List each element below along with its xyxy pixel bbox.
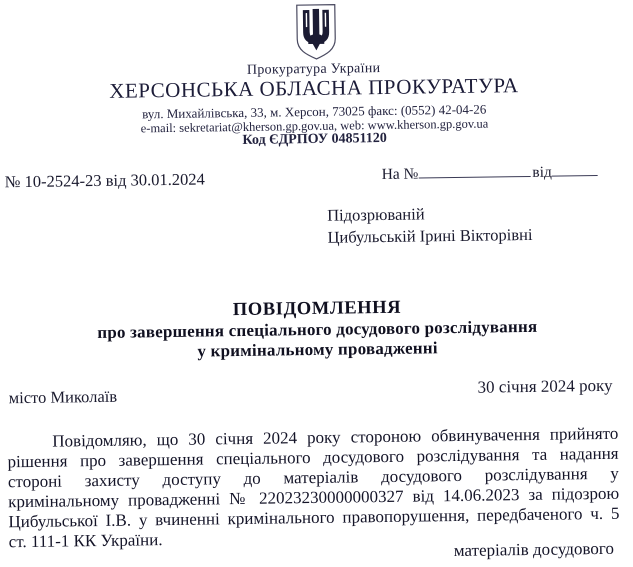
org-contacts: e-mail: sekretariat@kherson.gp.gov.ua, web: www.kherson.gp.gov.ua [140,116,489,136]
clipped-next-line-fragment: матеріалів досудового [453,538,615,561]
org-address: вул. Михайлівська, 33, м. Херсон, 73025 факс: (0552) 42-04-26 [142,101,487,122]
document-subtitle-line2: у кримінальному провадженні [197,338,438,361]
body-line: кримінальному провадженні № 22023230000000327 від 14.06.2023 за підозрою [8,483,620,511]
date-of-issue: 30 січня 2024 року [477,375,613,397]
body-line: стороні захисту доступу до матеріалів досудового розслідування у [7,463,619,492]
document-subtitle-line1: про завершення спеціального досудового розслідування [97,316,538,343]
incoming-date-label: від [532,163,552,181]
document-title: ПОВІДОМЛЕННЯ [232,297,402,321]
org-name: ХЕРСОНСЬКА ОБЛАСНА ПРОКУРАТУРА [109,73,519,103]
body-line: Повідомляю, що 30 січня 2024 року стороною обвинувачення прийнято [52,423,619,451]
incoming-date-blank-line [552,161,598,177]
incoming-reference-blank [381,161,598,184]
ukraine-trident-emblem-icon [293,3,339,62]
incoming-number-blank-line [418,162,530,179]
outgoing-reference-number: № 10-2524-23 від 30.01.2024 [4,169,205,192]
body-line: Цибульської І.В. у вчиненні кримінального правопорушення, передбаченого ч. 5 [8,503,620,531]
body-line: рішення про завершення спеціального досудового розслідування та надання [7,443,619,472]
org-edrpou-code: Код ЄДРПОУ 04851120 [242,130,387,148]
incoming-ref-label: На № [381,165,419,184]
body-paragraph [7,424,620,552]
org-country-line: Прокуратура України [246,61,381,78]
addressee-status: Підозрюваній [327,204,425,225]
addressee-block [327,202,533,248]
body-line: ст. 111-1 КК України. [8,529,163,551]
addressee-name: Цибульській Ірині Вікторівні [327,224,533,247]
place-of-issue: місто Миколаїв [8,386,118,408]
